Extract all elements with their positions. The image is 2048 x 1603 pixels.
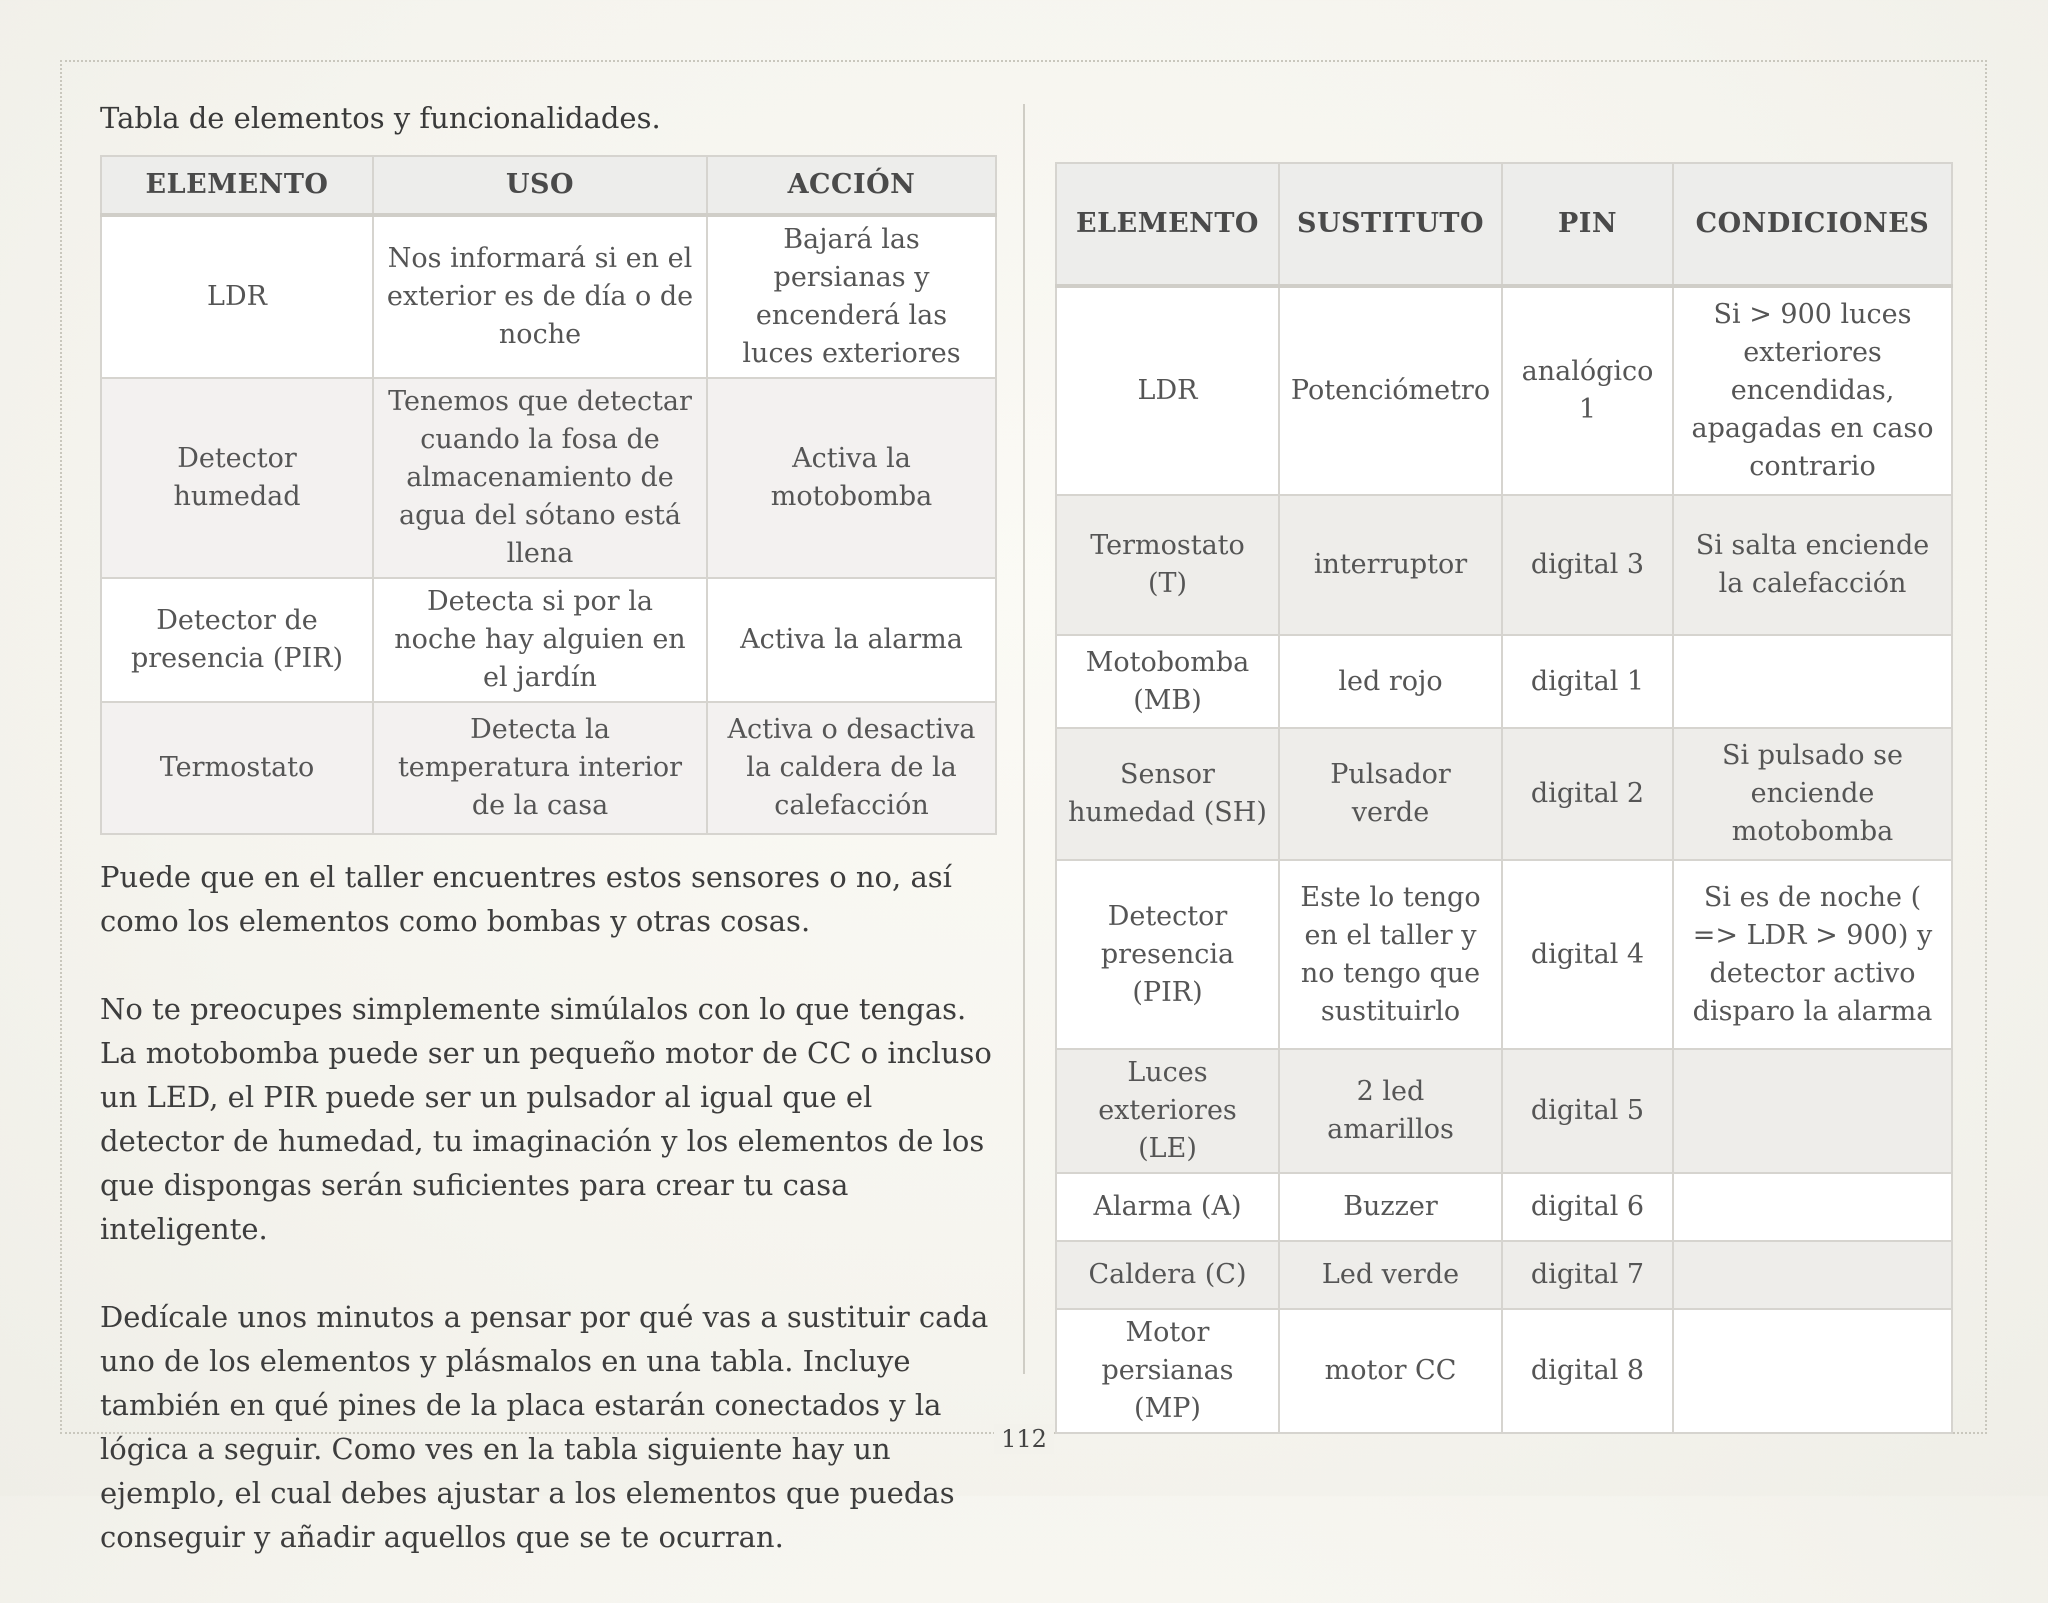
table-cell: Nos informará si en el exterior es de día o de noche: [373, 215, 707, 378]
table-cell: interruptor: [1279, 495, 1502, 635]
table-row: [101, 702, 996, 834]
table-row: [1056, 860, 1952, 1049]
right-column: [1055, 162, 1951, 1434]
table-cell: [1673, 1049, 1952, 1173]
table-cell: Detector presencia (PIR): [1056, 860, 1279, 1049]
table-cell: Alarma (A): [1056, 1173, 1279, 1241]
table-cell: digital 5: [1502, 1049, 1673, 1173]
page-number: 112: [994, 1424, 1054, 1454]
table-cell: digital 2: [1502, 728, 1673, 860]
header-sustituto: SUSTITUTO: [1279, 163, 1502, 286]
body-text: [100, 855, 1000, 1559]
table-cell: Activa o desactiva la caldera de la calefacción: [707, 702, 996, 834]
paragraph: No te preocupes simplemente simúlalos con lo que tengas. La motobomba puede ser un pequeño motor de CC o incluso un LED, el PIR puede ser un pulsador al igual que el detector de humedad, tu imaginación y los elementos de los que dispongas serán suficientes para crear tu casa inteligente.: [100, 992, 992, 1246]
left-column: [100, 95, 1000, 1603]
table-cell: Bajará las persianas y encenderá las luces exteriores: [707, 215, 996, 378]
table-cell: digital 6: [1502, 1173, 1673, 1241]
table-cell: Si salta enciende la calefacción: [1673, 495, 1952, 635]
table-row: [101, 378, 996, 578]
table-cell: led rojo: [1279, 635, 1502, 728]
table-header-row: [101, 156, 996, 215]
table-cell: [1673, 1173, 1952, 1241]
paragraph: Puede que en el taller encuentres estos sensores o no, así como los elementos como bombas y otras cosas.: [100, 860, 952, 938]
table-row: [101, 578, 996, 702]
table-cell: Motobomba (MB): [1056, 635, 1279, 728]
table-cell: Detector de presencia (PIR): [101, 578, 373, 702]
table-row: [1056, 635, 1952, 728]
table-cell: Si es de noche ( => LDR > 900) y detector activo disparo la alarma: [1673, 860, 1952, 1049]
header-pin: PIN: [1502, 163, 1673, 286]
table-cell: Detector humedad: [101, 378, 373, 578]
table-row: [1056, 286, 1952, 495]
table-cell: Motor persianas (MP): [1056, 1309, 1279, 1433]
table-cell: Si > 900 luces exteriores encendidas, apagadas en caso contrario: [1673, 286, 1952, 495]
table-cell: digital 4: [1502, 860, 1673, 1049]
table-row: [1056, 1049, 1952, 1173]
table-cell: Este lo tengo en el taller y no tengo que sustituirlo: [1279, 860, 1502, 1049]
table-cell: Detecta si por la noche hay alguien en el jardín: [373, 578, 707, 702]
table-cell: LDR: [101, 215, 373, 378]
table-row: [1056, 1309, 1952, 1433]
header-condiciones: CONDICIONES: [1673, 163, 1952, 286]
column-divider: [1023, 104, 1025, 1374]
table-cell: digital 1: [1502, 635, 1673, 728]
paragraph: Dedícale unos minutos a pensar por qué vas a sustituir cada uno de los elementos y plásmalos en una tabla. Incluye también en qué pines de la placa estarán conectados y la lógica a seguir. Como ves en la tabla siguiente hay un ejemplo, el cual debes ajustar a los elementos que puedas conseguir y añadir aquellos que se te ocurran.: [100, 1300, 989, 1554]
table-row: [1056, 495, 1952, 635]
table-row: [1056, 728, 1952, 860]
table-cell: 2 led amarillos: [1279, 1049, 1502, 1173]
table-cell: Detecta la temperatura interior de la casa: [373, 702, 707, 834]
pins-table: [1055, 162, 1953, 1434]
table-cell: Activa la alarma: [707, 578, 996, 702]
table-cell: Si pulsado se enciende motobomba: [1673, 728, 1952, 860]
table-cell: Luces exteriores (LE): [1056, 1049, 1279, 1173]
header-elemento: ELEMENTO: [1056, 163, 1279, 286]
table-cell: LDR: [1056, 286, 1279, 495]
header-elemento: ELEMENTO: [101, 156, 373, 215]
table-row: [1056, 1173, 1952, 1241]
table-row: [101, 215, 996, 378]
table-cell: Tenemos que detectar cuando la fosa de almacenamiento de agua del sótano está llena: [373, 378, 707, 578]
table-cell: Buzzer: [1279, 1173, 1502, 1241]
table-header-row: [1056, 163, 1952, 286]
table-row: [1056, 1241, 1952, 1309]
functions-table: [100, 155, 997, 835]
table-cell: digital 8: [1502, 1309, 1673, 1433]
table-cell: Led verde: [1279, 1241, 1502, 1309]
header-accion: ACCIÓN: [707, 156, 996, 215]
table-cell: Termostato (T): [1056, 495, 1279, 635]
table-cell: digital 7: [1502, 1241, 1673, 1309]
table-cell: digital 3: [1502, 495, 1673, 635]
table-cell: analógico 1: [1502, 286, 1673, 495]
table-cell: [1673, 635, 1952, 728]
table-cell: Pulsador verde: [1279, 728, 1502, 860]
header-uso: USO: [373, 156, 707, 215]
table-cell: [1673, 1309, 1952, 1433]
table-cell: Termostato: [101, 702, 373, 834]
table-cell: Activa la motobomba: [707, 378, 996, 578]
table-cell: Potenciómetro: [1279, 286, 1502, 495]
intro-text: Tabla de elementos y funcionalidades.: [100, 101, 661, 135]
table-cell: motor CC: [1279, 1309, 1502, 1433]
table-cell: [1673, 1241, 1952, 1309]
table-cell: Sensor humedad (SH): [1056, 728, 1279, 860]
table-cell: Caldera (C): [1056, 1241, 1279, 1309]
